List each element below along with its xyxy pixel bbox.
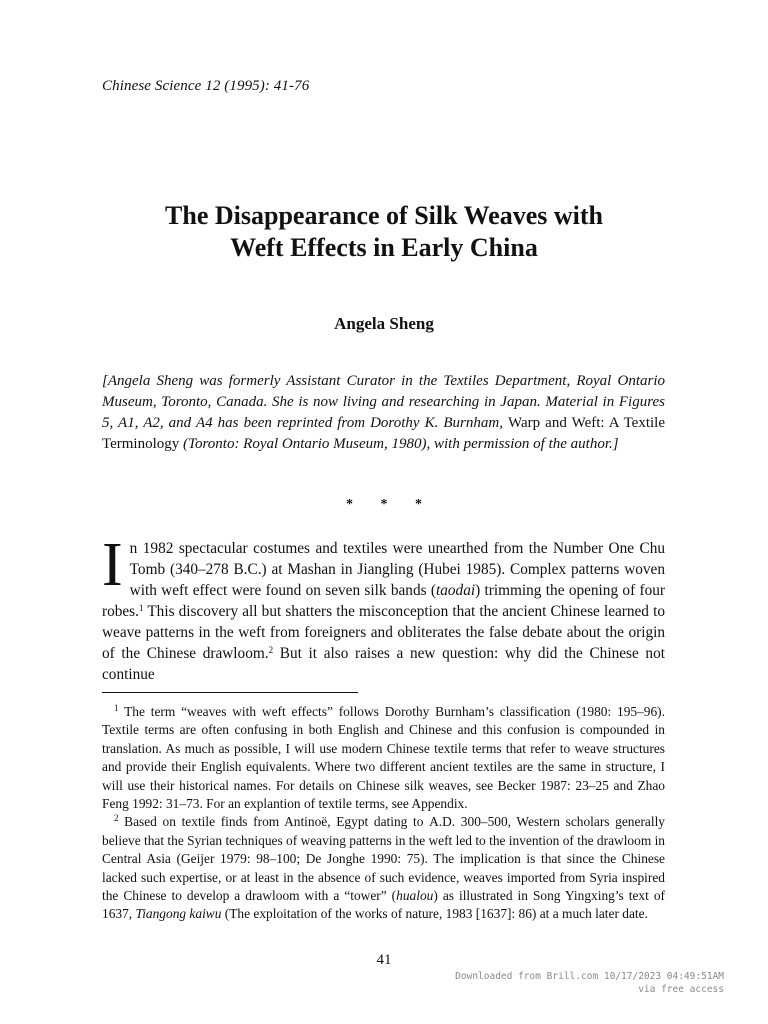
footnote-text: 300–500, Western scholars generally believe that the Syrian techniques of weaving patterns in the weft led to the invention of the drawloom in Central Asia (Geijer 1979: 98–100; De Jonghe 1990: 75). The implication is that since the Chinese lacked such expertise, or at least in the absence of such evidence, weaves imported from Syria inspired the Chinese to develop a drawloom with a “tower” ( xyxy=(102,814,665,904)
body-text: n 1982 spectacular costumes and textiles were unearthed from the Number One Chu Tomb (340–278 xyxy=(129,540,665,578)
term-taodai: taodai xyxy=(436,582,476,599)
body-text: This discovery all but shatters the misconception that the ancient Chinese learned to weave patterns in the weft from foreigners and obliterates the false debate about the origin of the Chinese drawloom. xyxy=(102,603,665,662)
download-timestamp: Downloaded from Brill.com 10/17/2023 04:49:51AM xyxy=(455,971,724,982)
author-note-part-2: (Toronto: Royal Ontario Museum, 1980), with permission of the author.] xyxy=(179,436,619,452)
term-tiangong-kaiwu: Tiangong kaiwu xyxy=(135,906,222,922)
author-name: Angela Sheng xyxy=(334,314,434,333)
article-title xyxy=(80,200,688,264)
footnote-2 xyxy=(102,813,665,923)
footnotes xyxy=(102,703,665,924)
footnote-text: Based on textile finds from Antinoë, Egypt dating to xyxy=(118,814,430,830)
body-text: But it also raises a new question: why did the Chinese not continue xyxy=(102,645,665,683)
author-note-part-1: [Angela Sheng was formerly Assistant Curator in the Textiles Department, Royal Ontario Museum, Toronto, Canada. She is now living and researching in Japan. Material in Figures 5, A1, A2, and A4 has been reprinted from Dorothy K. Burnham, xyxy=(102,373,665,431)
journal-citation: Chinese Science 12 (1995): 41-76 xyxy=(102,78,310,94)
footnote-number: 2 xyxy=(114,813,119,824)
author-note xyxy=(102,371,665,455)
footnote-1 xyxy=(102,703,665,813)
access-note: via free access xyxy=(638,984,724,995)
title-line-1: The Disappearance of Silk Weaves with xyxy=(165,201,603,230)
footnote-ref-2[interactable]: 2 xyxy=(268,645,274,655)
drop-cap: I xyxy=(102,531,123,599)
footnote-ref-1[interactable]: 1 xyxy=(138,603,144,613)
download-notice xyxy=(455,970,724,996)
footnote-text: ) as illustrated in Song Yingxing’s text of 1637, xyxy=(102,888,666,922)
body-paragraph xyxy=(102,531,665,685)
body-text: ) trimming the opening of four robes. xyxy=(102,582,665,620)
page-number: 41 xyxy=(376,952,392,968)
term-hualou: hualou xyxy=(396,888,434,904)
book-title: Warp and Weft: A Textile Terminology xyxy=(102,415,665,452)
era-abbr: A.D. xyxy=(429,814,456,830)
footnote-divider xyxy=(102,692,358,693)
title-line-2: Weft Effects in Early China xyxy=(230,233,538,262)
body-text: ) at Mashan in Jiangling (Hubei 1985). Complex patterns woven with weft effect were found on seven silk bands ( xyxy=(129,561,665,599)
footnote-text: The term “weaves with weft effects” follows Dorothy Burnham’s classification (1980: 195–96). Textile terms are often confusing in both English and Chinese and this confusion is compounded in translation. As much as possible, I will use modern Chinese textile terms that refer to weave structures and provide their English equivalents. Where two different ancient textiles are the same in structure, I will use their historical names. For details on Chinese silk weaves, see Becker 1987: 23–25 and Zhao Feng 1992: 31–73. For an explantion of textile terms, see Appendix. xyxy=(102,704,665,812)
era-abbr: B.C. xyxy=(233,561,262,578)
footnote-text: (The exploitation of the works of nature, 1983 [1637]: 86) at a much later date. xyxy=(221,906,648,922)
footnote-number: 1 xyxy=(114,703,119,713)
section-separator: * * * xyxy=(346,497,434,512)
